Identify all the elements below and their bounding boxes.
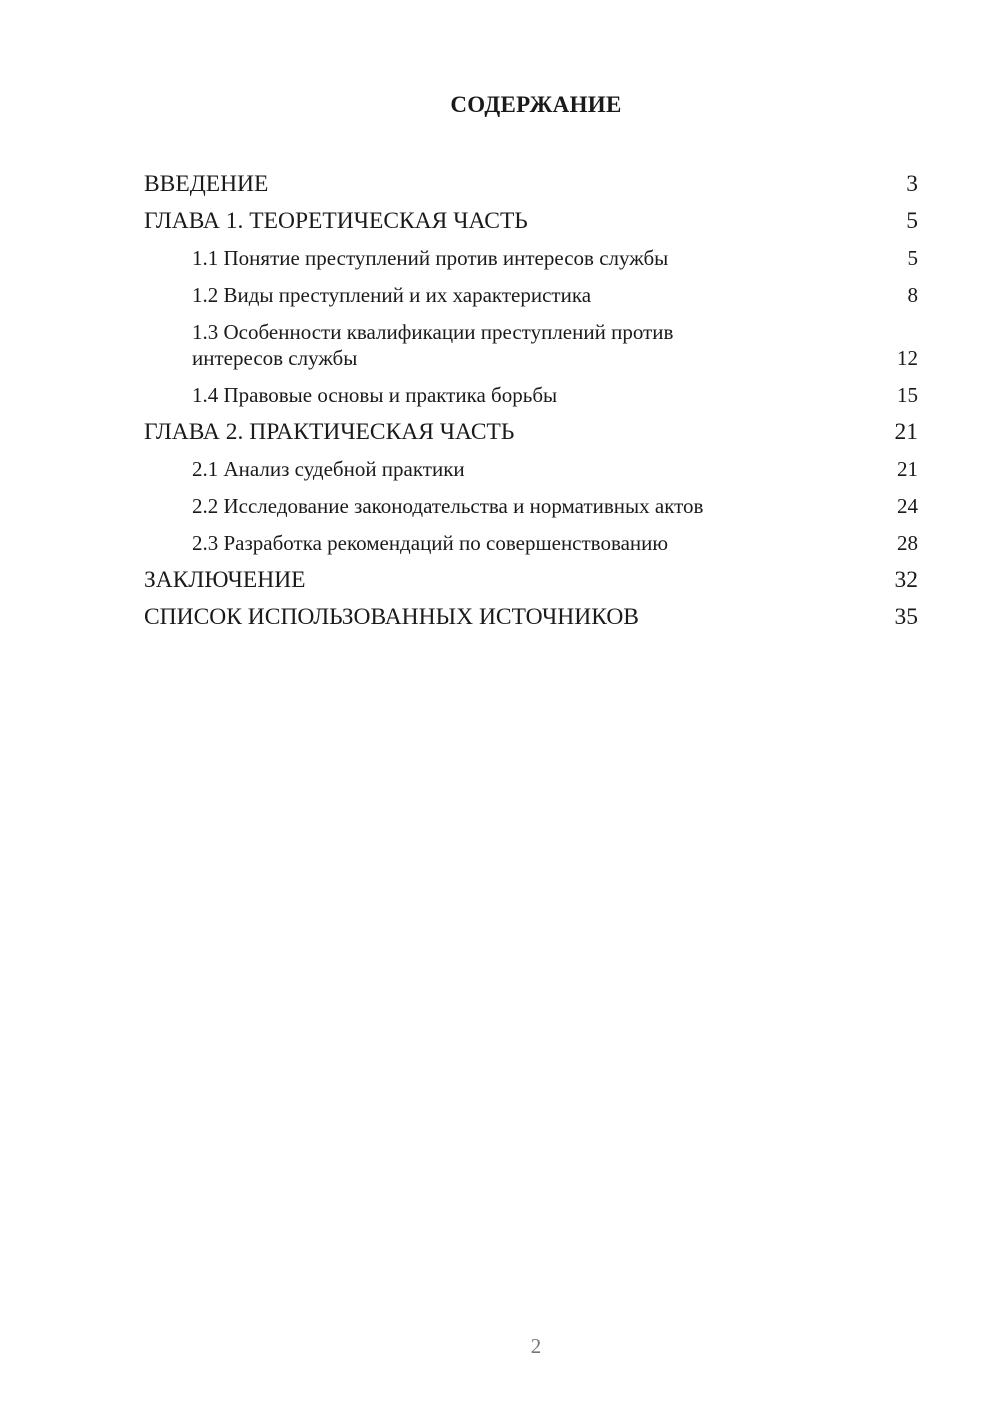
- toc-entry-title: ГЛАВА 2. ПРАКТИЧЕСКАЯ ЧАСТЬ: [144, 419, 515, 445]
- toc-entry-page: 5: [907, 246, 918, 270]
- toc-entry-title: ГЛАВА 1. ТЕОРЕТИЧЕСКАЯ ЧАСТЬ: [144, 208, 528, 234]
- toc-entry-title: 1.2 Виды преступлений и их характеристика: [192, 283, 592, 307]
- toc-entry-page: 15: [897, 383, 918, 407]
- toc-entry-title: ВВЕДЕНИЕ: [144, 171, 269, 197]
- toc-entry-page: 3: [906, 171, 918, 197]
- toc-entry-page: 32: [894, 567, 918, 593]
- toc-chapter-entry: [144, 562, 918, 599]
- toc-entry-page: 12: [897, 346, 918, 370]
- toc-entry-page: 5: [906, 208, 918, 234]
- toc-entry-page: 28: [897, 531, 918, 555]
- toc-entry-title: 2.1 Анализ судебной практики: [192, 457, 465, 481]
- page-number: 2: [530, 1334, 542, 1358]
- toc-entry-title: 2.3 Разработка рекомендаций по совершенствованию: [192, 531, 669, 555]
- toc-entry-title: 1.4 Правовые основы и практика борьбы: [192, 383, 558, 407]
- toc-section-entry: [144, 488, 918, 525]
- toc-entry-title: 1.1 Понятие преступлений против интересов службы: [192, 246, 669, 270]
- toc-title: СОДЕРЖАНИЕ: [450, 92, 622, 117]
- toc-chapter-entry: [144, 166, 918, 203]
- toc-entry-page: 35: [894, 604, 918, 630]
- toc-chapter-entry: [144, 599, 918, 636]
- toc-entry-title: ЗАКЛЮЧЕНИЕ: [144, 567, 306, 593]
- toc-entry-title: СПИСОК ИСПОЛЬЗОВАННЫХ ИСТОЧНИКОВ: [144, 604, 639, 630]
- toc-entry-page: 24: [897, 494, 918, 518]
- toc-entry-page: 21: [897, 457, 918, 481]
- toc-entry-page: 21: [894, 419, 918, 445]
- toc-chapter-entry: [144, 414, 918, 451]
- toc-section-entry: [144, 451, 918, 488]
- toc-entry-title: 1.3 Особенности квалификации преступлений против интересов службы: [192, 320, 674, 370]
- toc-entry-page: 8: [907, 283, 918, 307]
- toc-section-entry: [144, 277, 918, 314]
- toc-chapter-entry: [144, 203, 918, 240]
- toc-section-entry: [144, 377, 918, 414]
- toc-section-entry: [144, 240, 918, 277]
- toc-entry-title: 2.2 Исследование законодательства и нормативных актов: [192, 494, 704, 518]
- table-of-contents: [144, 166, 918, 636]
- toc-section-entry: [144, 314, 918, 377]
- toc-section-entry: [144, 525, 918, 562]
